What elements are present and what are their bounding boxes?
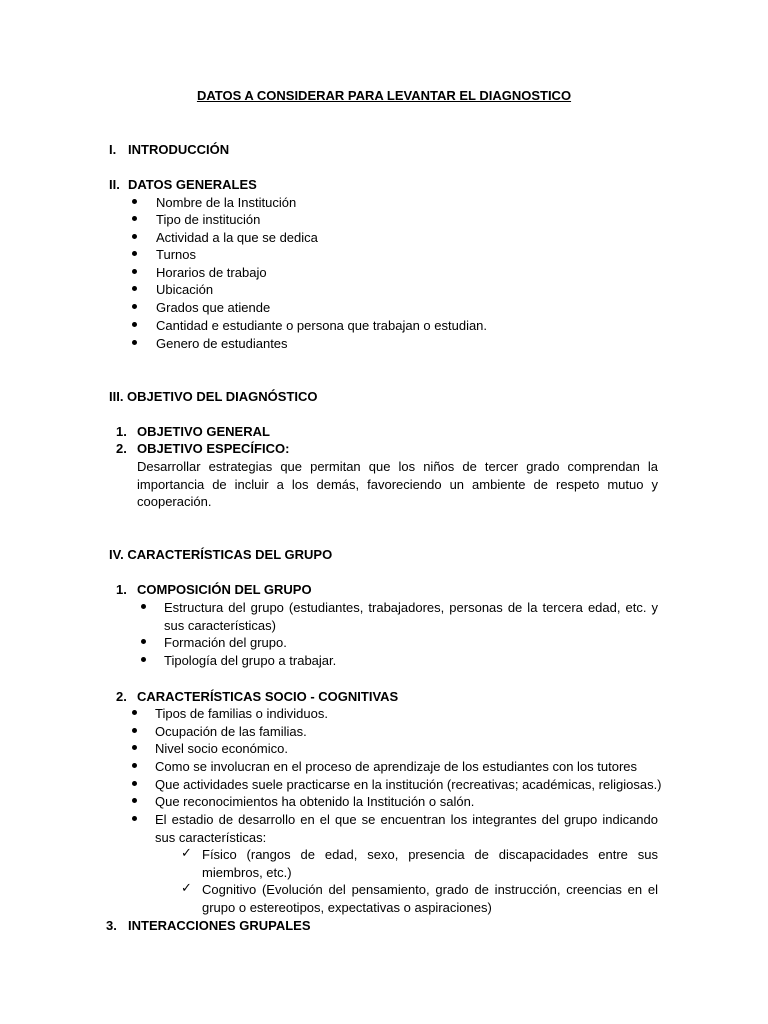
bullet-icon [132, 340, 137, 345]
section-1-heading: INTRODUCCIÓN [128, 142, 230, 157]
document-title: DATOS A CONSIDERAR PARA LEVANTAR EL DIAGNOSTICO [196, 88, 572, 103]
bullet-icon [132, 269, 137, 274]
list-item: Cantidad e estudiante o persona que trabajan o estudian. [156, 318, 488, 333]
section-3-sub1-heading: OBJETIVO GENERAL [137, 424, 270, 439]
bullet-icon [141, 604, 146, 609]
section-4-sub1-number: 1. [116, 582, 127, 597]
list-item: Estructura del grupo (estudiantes, trabajadores, personas de la tercera edad, etc. y sus características) [164, 600, 658, 633]
list-item: Que actividades suele practicarse en la institución (recreativas; académicas, religiosas.) [155, 777, 662, 792]
check-item: Físico (rangos de edad, sexo, presencia de discapacidades entre sus miembros, etc.) [202, 847, 658, 880]
list-item: Que reconocimientos ha obtenido la Institución o salón. [155, 794, 475, 809]
list-item: Nivel socio económico. [155, 741, 288, 756]
section-1-number: I. [109, 142, 117, 157]
bullet-icon [132, 234, 137, 239]
list-item: Ocupación de las familias. [155, 724, 307, 739]
bullet-icon [141, 639, 146, 644]
list-item: Turnos [156, 247, 196, 262]
bullet-icon [141, 657, 146, 662]
list-item: Horarios de trabajo [156, 265, 267, 280]
bullet-icon [132, 745, 137, 750]
list-item: Tipo de institución [156, 212, 261, 227]
checkmark-icon: ✓ [181, 846, 192, 861]
bullet-icon [132, 216, 137, 221]
section-3-sub1-number: 1. [116, 424, 127, 439]
section-2-heading: DATOS GENERALES [128, 177, 257, 192]
bullet-icon [132, 304, 137, 309]
list-item: Formación del grupo. [164, 635, 287, 650]
section-4-sub2-number: 2. [116, 689, 127, 704]
list-item: Como se involucran en el proceso de aprendizaje de los estudiantes con los tutores [155, 759, 638, 774]
section-3-sub2-heading: OBJETIVO ESPECÍFICO: [137, 441, 290, 456]
bullet-icon [132, 728, 137, 733]
check-item: Cognitivo (Evolución del pensamiento, grado de instrucción, creencias en el grupo o estereotipos, expectativas o aspiraciones) [202, 882, 658, 915]
list-item: Genero de estudiantes [156, 336, 288, 351]
checkmark-icon: ✓ [181, 881, 192, 896]
bullet-icon [132, 286, 137, 291]
bullet-icon [132, 816, 137, 821]
bullet-icon [132, 763, 137, 768]
section-4-sub2-heading: CARACTERÍSTICAS SOCIO - COGNITIVAS [137, 689, 399, 704]
section-4-sub3-number: 3. [106, 918, 117, 933]
section-4-sub3-heading: INTERACCIONES GRUPALES [128, 918, 311, 933]
bullet-icon [132, 199, 137, 204]
list-item: Grados que atiende [156, 300, 271, 315]
bullet-icon [132, 322, 137, 327]
bullet-icon [132, 798, 137, 803]
section-4-heading: IV. CARACTERÍSTICAS DEL GRUPO [109, 547, 333, 562]
section-3-heading: III. OBJETIVO DEL DIAGNÓSTICO [109, 389, 318, 404]
bullet-icon [132, 710, 137, 715]
bullet-icon [132, 251, 137, 256]
objective-paragraph: Desarrollar estrategias que permitan que los niños de tercer grado comprendan la importancia de incluir a los demás, favoreciendo un ambiente de respeto mutuo y cooperación. [137, 459, 658, 510]
list-item: Tipología del grupo a trabajar. [164, 653, 337, 668]
list-item: Tipos de familias o individuos. [155, 706, 328, 721]
section-3-sub2-number: 2. [116, 441, 127, 456]
section-4-sub1-heading: COMPOSICIÓN DEL GRUPO [137, 582, 312, 597]
list-item: Nombre de la Institución [156, 195, 297, 210]
bullet-icon [132, 781, 137, 786]
list-item: Actividad a la que se dedica [156, 230, 318, 245]
section-2-number: II. [109, 177, 120, 192]
list-item: Ubicación [156, 282, 214, 297]
list-item: El estadio de desarrollo en el que se encuentran los integrantes del grupo indicando sus características: [155, 812, 658, 845]
